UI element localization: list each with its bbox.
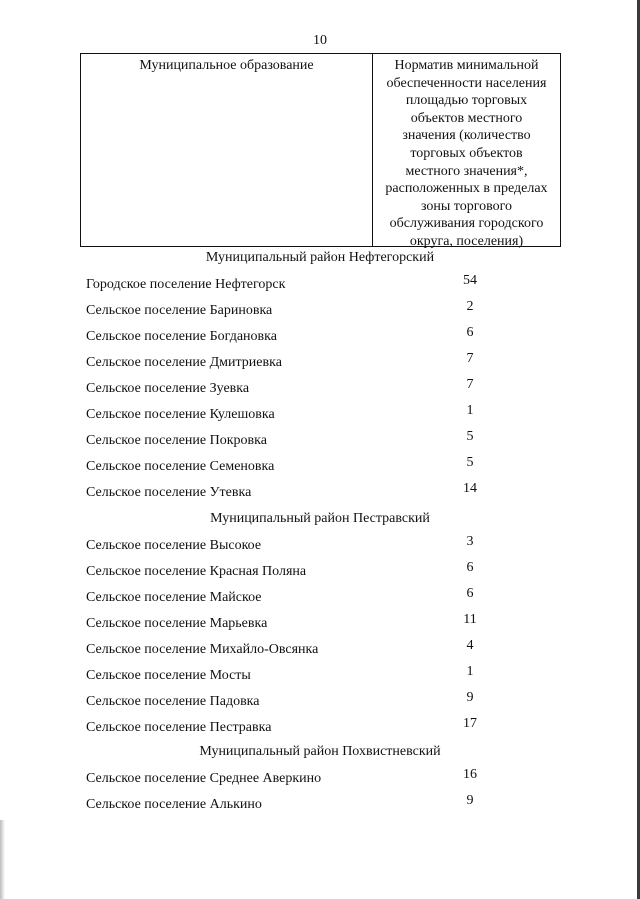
header-norm-line: зоны торгового <box>420 198 513 214</box>
header-norm-line: объектов местного <box>410 110 523 126</box>
table-row <box>0 534 640 558</box>
section-title-neftegorsky: Муниципальный район Нефтегорский <box>205 250 435 265</box>
row-value: 7 <box>466 351 474 366</box>
row-value: 9 <box>466 793 474 808</box>
header-norm-line: Норматив минимальной <box>394 58 539 73</box>
table-row <box>0 638 640 662</box>
table-row <box>0 612 640 636</box>
row-name: Сельское поселение Утевка <box>86 485 252 500</box>
row-name: Сельское поселение Высокое <box>86 538 262 553</box>
header-norm-line: округа, поселения) <box>409 233 524 249</box>
row-name: Сельское поселение Марьевка <box>86 616 268 631</box>
row-value: 17 <box>463 716 477 731</box>
header-norm-line: торговых объектов <box>410 145 523 161</box>
table-row <box>0 560 640 584</box>
header-norm-line: площадью торговых <box>405 93 528 109</box>
table-row <box>0 793 640 817</box>
row-name: Сельское поселение Дмитриевка <box>86 355 282 370</box>
table-row <box>0 664 640 688</box>
row-name: Сельское поселение Пестравка <box>86 720 272 735</box>
row-value: 11 <box>463 612 477 627</box>
table-row <box>0 377 640 401</box>
header-col-norm <box>373 54 560 249</box>
row-value: 1 <box>466 403 474 418</box>
row-value: 14 <box>463 481 477 496</box>
row-name: Сельское поселение Среднее Аверкино <box>86 771 322 786</box>
header-norm-line: местного значения*, <box>405 163 528 179</box>
table-row <box>0 299 640 323</box>
table-row <box>0 455 640 479</box>
row-name: Сельское поселение Богдановка <box>86 329 277 344</box>
row-value: 1 <box>466 664 474 679</box>
row-name: Сельское поселение Кулешовка <box>86 407 275 422</box>
header-norm-line: обслуживания городского <box>389 216 544 232</box>
row-value: 7 <box>466 377 474 392</box>
row-name: Сельское поселение Красная Поляна <box>86 564 307 579</box>
header-table <box>80 53 561 247</box>
row-value: 9 <box>466 690 474 705</box>
table-row <box>0 586 640 610</box>
table-row <box>0 429 640 453</box>
row-value: 6 <box>466 560 474 575</box>
row-name: Сельское поселение Покровка <box>86 433 267 448</box>
row-value: 5 <box>466 455 474 470</box>
row-value: 6 <box>466 325 474 340</box>
row-value: 6 <box>466 586 474 601</box>
row-value: 4 <box>466 638 474 653</box>
header-norm-line: расположенных в пределах <box>385 181 548 197</box>
table-row <box>0 403 640 427</box>
row-value: 3 <box>466 534 474 549</box>
row-name: Сельское поселение Майское <box>86 590 262 605</box>
scan-edge-left <box>0 820 5 899</box>
table-row <box>0 273 640 297</box>
row-name: Сельское поселение Мосты <box>86 668 251 683</box>
page-number: 10 <box>313 33 327 48</box>
row-name: Сельское поселение Михайло-Овсянка <box>86 642 319 657</box>
row-name: Сельское поселение Зуевка <box>86 381 250 396</box>
row-name: Сельское поселение Семеновка <box>86 459 275 474</box>
row-name: Сельское поселение Алькино <box>86 797 262 812</box>
header-norm-line: значения (количество <box>402 128 531 144</box>
row-value: 5 <box>466 429 474 444</box>
header-norm-line: обеспеченности населения <box>386 75 547 91</box>
row-value: 2 <box>466 299 474 314</box>
section-title-pokhvistnevsky: Муниципальный район Похвистневский <box>199 744 441 759</box>
table-row <box>0 716 640 740</box>
row-value: 54 <box>463 273 477 288</box>
header-col-municipality: Муниципальное образование <box>81 54 373 246</box>
table-row <box>0 690 640 714</box>
section-title-pestravsky: Муниципальный район Пестравский <box>210 511 430 526</box>
row-name: Сельское поселение Бариновка <box>86 303 273 318</box>
table-row <box>0 481 640 505</box>
table-row <box>0 351 640 375</box>
table-row <box>0 325 640 349</box>
row-value: 16 <box>463 767 477 782</box>
row-name: Городское поселение Нефтегорск <box>86 277 286 292</box>
row-name: Сельское поселение Падовка <box>86 694 260 709</box>
table-row <box>0 767 640 791</box>
